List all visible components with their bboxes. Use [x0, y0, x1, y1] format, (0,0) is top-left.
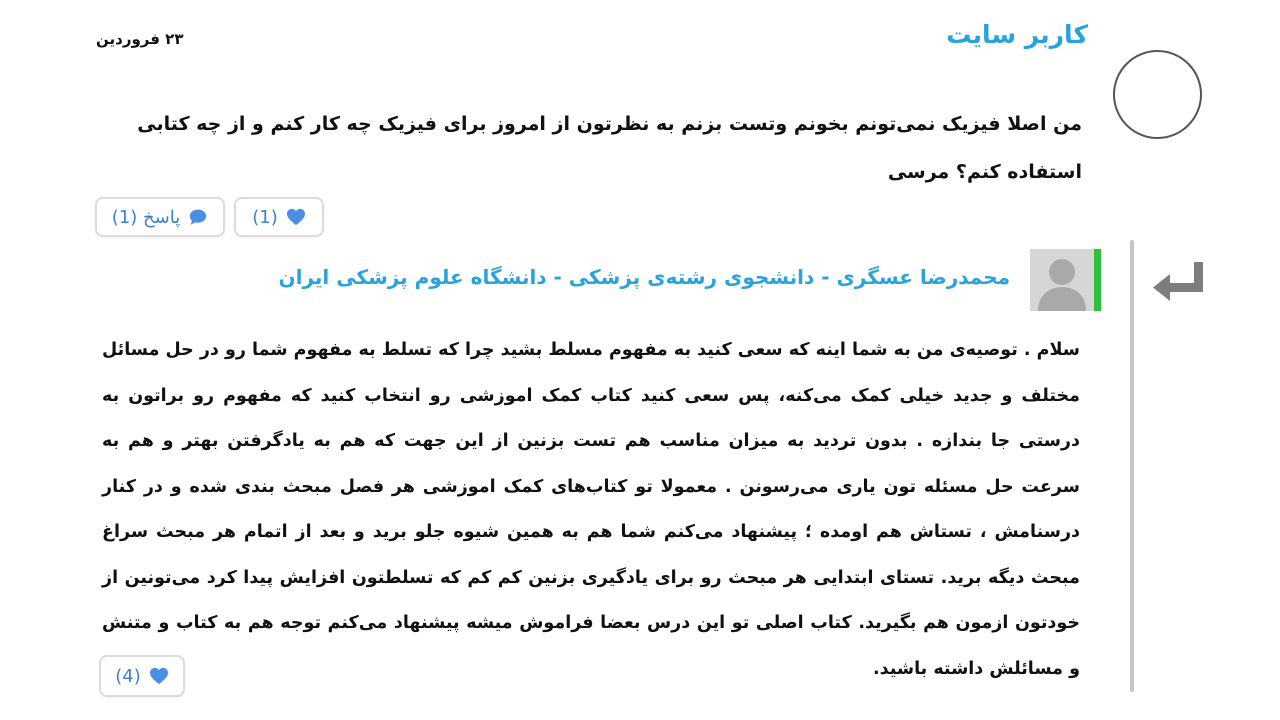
- reply-text: سلام . توصیه‌ی من به شما اینه که سعی کنید به مفهوم مسلط بشید چرا که تسلط به مفهوم شما رو در حل مسائل مختلف و جدید خیلی کمک می‌کنه، پس سعی کنید کتاب کمک اموزشی رو انتخاب کنید که مفهوم رو براتون به درستی جا بندازه . بدون تردید به میزان مناسب هم تست بزنین از این جهت که هم به یادگرفتن بهتر و هم به سرعت حل مسئله تون یاری می‌رسونن . معمولا تو کتاب‌های کمک اموزشی هر فصل مبحث بندی شده و در کنار درسنامش ، تستاش هم اومده ؛ پیشنهاد می‌کنم شما هم به همین شیوه جلو برید و بعد از اتمام هر مبحث سراغ مبحث دیگه برید. تستای ابتدایی هر مبحث رو برای یادگیری بزنین کم کم که تسلطتون افزایش پیدا کرد می‌تونین از خودتون ازمون هم بگیرید. کتاب اصلی تو این درس بعضا فراموش میشه پیشنهاد می‌کنم توجه هم به کتاب و متنش و مسائلش داشته باشید.: [102, 340, 1080, 679]
- chat-bubble-icon: [188, 208, 208, 226]
- comment-date: ۲۳ فروردین: [96, 30, 184, 48]
- like-button[interactable]: [234, 197, 324, 237]
- heart-icon: [149, 667, 169, 685]
- reply-like-button[interactable]: [99, 655, 185, 697]
- comment-text: من اصلا فیزیک نمی‌تونم بخونم وتست بزنم به نظرتون از امروز برای فیزیک چه کار کنم و از چه کتابی استفاده کنم؟ مرسی: [137, 113, 1082, 183]
- avatar-accent-bar: [1094, 249, 1101, 311]
- like-count: (1): [252, 206, 278, 228]
- user-avatar: [1113, 50, 1202, 139]
- reply-arrow-icon: [1153, 262, 1205, 306]
- reply-avatar: [1030, 249, 1094, 311]
- reply-button[interactable]: [95, 197, 225, 237]
- thread-divider: [1130, 240, 1134, 692]
- reply-like-count: (4): [115, 665, 141, 687]
- reply-author[interactable]: محمدرضا عسگری - دانشجوی رشته‌ی پزشکی - دانشگاه علوم پزشکی ایران: [278, 265, 1010, 289]
- comment-author: کاربر سایت: [946, 20, 1088, 49]
- heart-icon: [286, 208, 306, 226]
- reply-button-label: پاسخ (1): [111, 206, 181, 228]
